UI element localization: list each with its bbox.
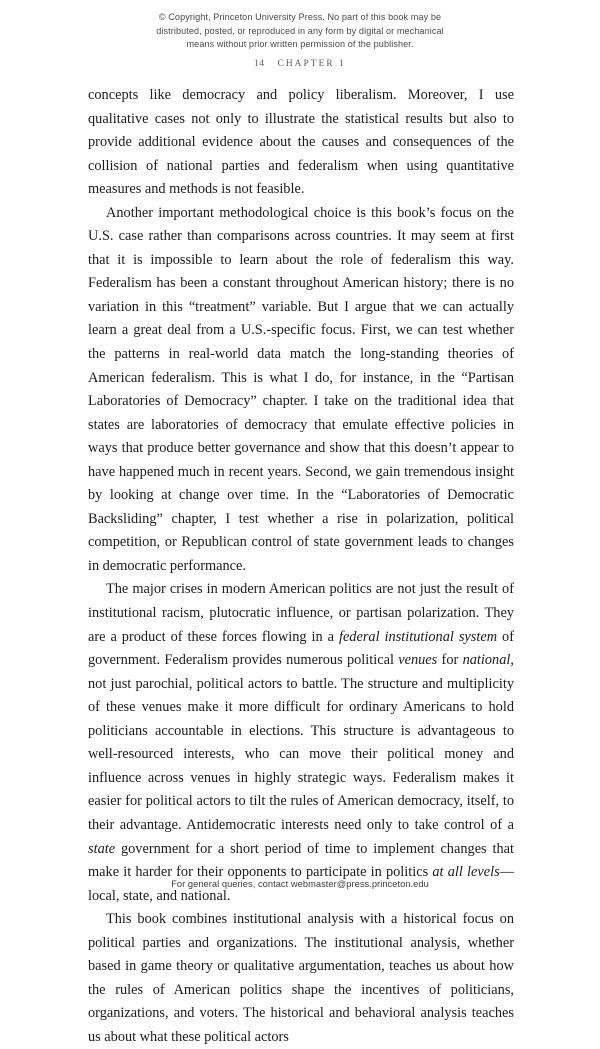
paragraph-3-emphasis-5: at all levels (432, 864, 500, 881)
paragraph-3-segment-3: for (437, 652, 463, 669)
copyright-line-1: © Copyright, Princeton University Press. No part of this book may be (158, 12, 442, 22)
chapter-label: CHAPTER 1 (277, 59, 346, 69)
page-number: 14 (254, 58, 265, 69)
paragraph-3-segment-6: —local, state, and national. (88, 864, 515, 904)
running-head (0, 58, 600, 69)
page-footer: For general queries, contact webmaster@press.princeton.edu (171, 879, 429, 889)
paragraph-3-segment-5: government for a short period of time to implement changes that make it harder for their opponents to participate in politics (88, 840, 514, 881)
paragraph-3-emphasis-4: state (88, 840, 116, 857)
paragraph-1: concepts like democracy and policy liberalism. Moreover, I use qualitative cases not only to illustrate the statistical results but also to provide additional evidence about the causes and consequences of the collision of national parties and federalism when using quantitative measures and methods is not feasible. (88, 87, 514, 198)
paragraph-2: Another important methodological choice is this book’s focus on the U.S. case rather than comparisons across countries. It may seem at first that it is impossible to learn about the role of federalism this way. Federalism has been a constant throughout American history; there is no variation in this “treatment” variable. But I argue that we can actually learn a great deal from a U.S.-specific focus. First, we can test whether the patterns in real-world data match the long-standing theories of American federalism. This is what I do, for instance, in the “Partisan Laboratories of Democracy” chapter. I take on the traditional idea that states are laboratories of democracy that emulate effective policies in ways that produce better governance and show that this doesn’t appear to have happened much in recent years. Second, we gain tremendous insight by looking at change over time. In the “Laboratories of Democratic Backsliding” chapter, I test whether a rise in polarization, political competition, or Republican control of state government leads to changes in democratic performance. (88, 204, 514, 574)
copyright-line-3: means without prior written permission of the publisher. (186, 39, 414, 50)
paragraph-4: This book combines institutional analysis with a historical focus on political parties and organizations. The institutional analysis, whether based in game theory or qualitative argumentation, teaches us about how the rules of American politics shape the incentives of politicians, organizations, and voters. The historical and behavioral analysis teaches us about what these political actors (88, 911, 514, 1045)
paragraph-3-emphasis-1: federal institutional system (338, 628, 498, 645)
body-text-column (88, 84, 514, 1049)
paragraph-3-emphasis-3: national (462, 652, 511, 669)
copyright-line-2: distributed, posted, or reproduced in any form by digital or mechanical (156, 25, 444, 36)
paragraph-3-emphasis-2: venues (398, 652, 438, 669)
paragraph-3-segment-4: , not just parochial, political actors to battle. The structure and multiplicity of these venues make it more difficult for ordinary Americans to hold politicians accountable in elections. This structure is advantageous to well-resourced interests, who can move their political money and influence across venues in highly strategic ways. Federalism makes it easier for political actors to tilt the rules of American democracy, itself, to their advantage. Antidemocratic interests need only to take control of a (88, 652, 514, 833)
copyright-notice (0, 11, 600, 52)
paragraph-3 (88, 578, 514, 908)
paragraph-3-segment-1: The major crises in modern American politics are not just the result of institutional racism, plutocratic influence, or partisan polarization. They are a product of these forces flowing in a (88, 581, 514, 645)
paragraph-3-segment-2: of government. Federalism provides numerous political (88, 628, 515, 669)
